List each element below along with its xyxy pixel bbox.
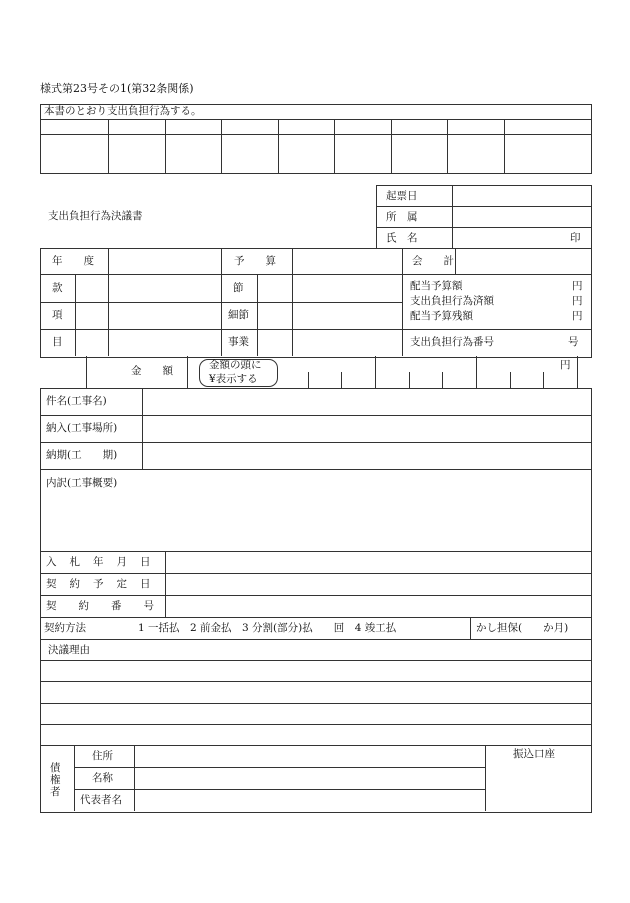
doc-title: 支出負担行為決議書	[48, 210, 143, 222]
kenmei-label: 件名(工事名)	[46, 395, 107, 407]
bango-label: 支出負担行為番号	[410, 336, 494, 348]
amount-yen: 円	[560, 359, 571, 371]
keiyaku-bango-label: 契約番号	[46, 600, 176, 612]
keiyaku-yotei-label: 契約予定日	[46, 578, 164, 590]
kan-label: 款	[52, 282, 63, 294]
shozoku-label: 所 属	[386, 211, 418, 223]
kashi-label: かし担保( か月)	[476, 622, 569, 634]
daihyo-label: 代表者名	[80, 794, 122, 806]
jusho-label: 住所	[92, 750, 113, 762]
keiyaku-hoho-label: 契約方法	[44, 622, 86, 634]
zumi-label: 支出負担行為済額	[410, 295, 494, 307]
approval-note: 本書のとおり支出負担行為する。	[44, 105, 202, 117]
saisetsu-label: 細節	[228, 309, 249, 321]
shimei-label: 氏 名	[386, 232, 418, 244]
noki-label: 納期(工 期)	[46, 449, 118, 461]
yosan-label: 予 算	[234, 255, 276, 267]
go-label: 号	[568, 336, 579, 348]
setsu-label: 節	[233, 282, 244, 294]
kaikei-label: 会 計	[412, 255, 454, 267]
meisho-label: 名称	[92, 772, 113, 784]
moku-label: 目	[52, 336, 63, 348]
kihyo-label: 起票日	[386, 190, 418, 202]
seal-mark: 印	[570, 232, 581, 244]
nendo-label: 年 度	[52, 255, 94, 267]
yen-2: 円	[572, 295, 583, 307]
keiyaku-hoho-options: 1 一括払 2 前金払 3 分割(部分)払 回 4 竣工払	[138, 622, 397, 634]
riyu-label: 決議理由	[48, 644, 90, 656]
nyusatsu-label: 入札年月日	[46, 556, 164, 568]
yen-3: 円	[572, 310, 583, 322]
amount-label: 金 額	[131, 365, 173, 377]
nyuka-label: 納入(工事場所)	[46, 422, 118, 434]
amount-note-line1: 金額の頭に	[209, 359, 262, 371]
uchiwake-label: 内訳(工事概要)	[46, 477, 118, 489]
form-title: 様式第23号その1(第32条関係)	[40, 82, 194, 95]
yen-1: 円	[572, 280, 583, 292]
creditor-label: 債権者	[50, 762, 61, 798]
jigyo-label: 事業	[228, 336, 249, 348]
amount-note-line2: ¥表示する	[209, 373, 258, 385]
kou-label: 項	[52, 309, 63, 321]
haito-yosan-label: 配当予算額	[410, 280, 463, 292]
zan-label: 配当予算残額	[410, 310, 473, 322]
furikomi-label: 振込口座	[513, 748, 555, 760]
